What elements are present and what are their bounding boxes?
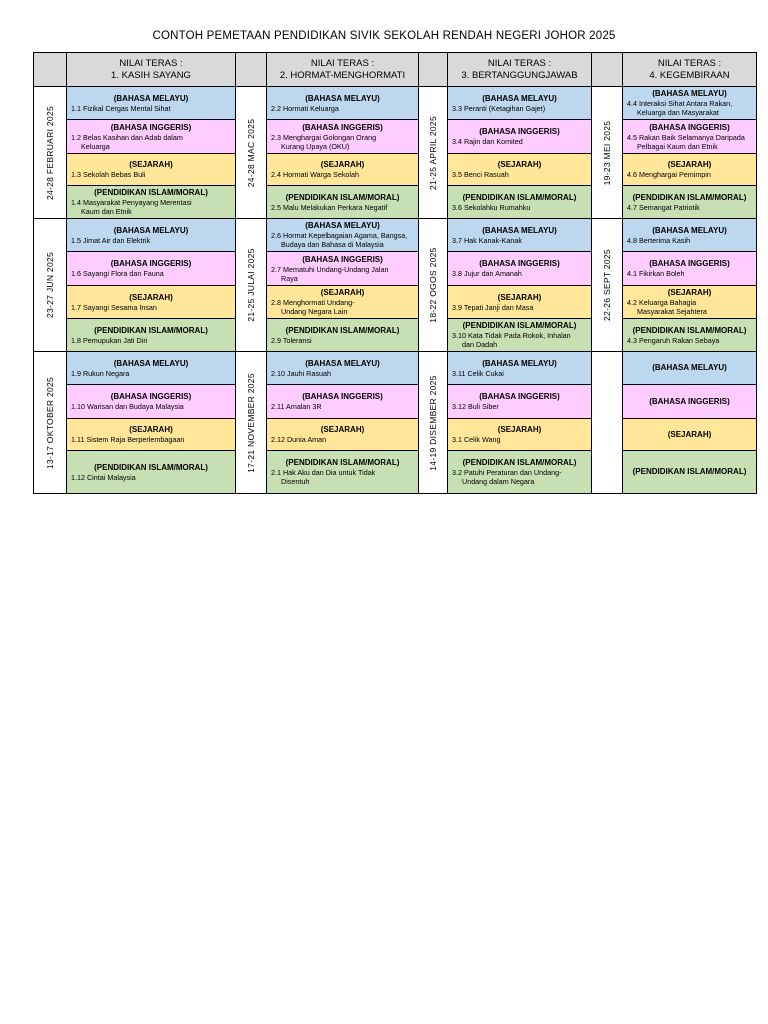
subject-label: (BAHASA INGGERIS) xyxy=(649,122,730,132)
subject-cell-pi xyxy=(447,185,592,219)
topic-item xyxy=(448,236,591,245)
topic-text-continued: Keluarga xyxy=(81,141,110,151)
topic-item xyxy=(623,269,756,278)
topic-text: 3.1 Celik Wang xyxy=(452,435,501,444)
subject-cell-pi xyxy=(66,318,236,352)
column-header-label: NILAI TERAS : xyxy=(487,57,552,69)
topic-item xyxy=(448,303,591,312)
subject-cell-sj xyxy=(266,285,419,319)
topic-text: 3.9 Tepati Janji dan Masa xyxy=(452,302,534,312)
column-header-value: 1. KASIH SAYANG xyxy=(111,69,191,81)
column-header-label: NILAI TERAS : xyxy=(119,57,183,69)
subject-cell-bi xyxy=(622,119,757,154)
subject-cell-bm xyxy=(447,351,592,385)
topic-text: 2.11 Amalan 3R xyxy=(271,402,322,411)
topic-text: 1.7 Sayangi Sesama Insan xyxy=(71,302,157,312)
topic-text: 1.12 Cintai Malaysia xyxy=(71,472,136,482)
subject-label: (BAHASA INGGERIS) xyxy=(110,122,192,132)
subject-label: (SEJARAH) xyxy=(497,292,542,302)
date-cell xyxy=(418,218,448,352)
topic-text: 2.5 Malu Melakukan Perkara Negatif xyxy=(271,202,388,212)
topic-item xyxy=(67,133,235,151)
subject-label: (PENDIDIKAN ISLAM/MORAL) xyxy=(94,325,208,335)
topic-text: 3.11 Celik Cukai xyxy=(452,368,504,378)
topic-text: 1.11 Sistem Raja Berperlembagaan xyxy=(71,435,185,444)
column-header-value: 2. HORMAT-MENGHORMATI xyxy=(279,69,406,81)
topic-text: 3.6 Sekolahku Rumahku xyxy=(452,202,531,212)
column-header xyxy=(447,52,592,87)
topic-item xyxy=(448,137,591,146)
topic-item xyxy=(267,203,418,212)
subject-cell-bi xyxy=(622,384,757,419)
topic-text: 2.12 Dunia Aman xyxy=(271,435,327,444)
topic-item xyxy=(623,133,756,151)
topic-item xyxy=(623,203,756,212)
subject-cell-bi xyxy=(266,251,419,286)
subject-cell-pi xyxy=(266,450,419,494)
column-header-label: NILAI TERAS : xyxy=(310,57,375,69)
subject-label: (PENDIDIKAN ISLAM/MORAL) xyxy=(94,188,208,197)
topic-item xyxy=(623,99,756,117)
subject-cell-pi xyxy=(447,450,592,494)
topic-text: 1.8 Pemupukan Jati Diri xyxy=(71,335,148,345)
subject-cell-sj xyxy=(266,418,419,451)
topic-item xyxy=(67,170,235,179)
topic-text-continued: Masyarakat Sejahtera xyxy=(637,307,707,316)
subject-label: (BAHASA MELAYU) xyxy=(652,225,727,235)
subject-cell-bm xyxy=(622,351,757,385)
topic-item xyxy=(67,198,235,216)
subject-cell-bm xyxy=(66,218,236,252)
date-cell xyxy=(33,218,67,352)
subject-label: (BAHASA MELAYU) xyxy=(482,358,557,368)
topic-text: 4.7 Semangat Patriotik xyxy=(627,202,700,212)
subject-label: (PENDIDIKAN ISLAM/MORAL) xyxy=(632,467,747,476)
subject-cell-pi xyxy=(622,450,757,494)
topic-text: 4.3 Pengaruh Rakan Sebaya xyxy=(627,335,720,345)
header-spacer xyxy=(418,52,448,87)
topic-item xyxy=(267,468,418,486)
subject-label: (BAHASA MELAYU) xyxy=(113,93,189,103)
subject-cell-pi xyxy=(622,318,757,352)
topic-text: 3.10 Kata Tidak Pada Rokok, Inhalan xyxy=(452,331,571,340)
date-cell xyxy=(418,86,448,219)
topic-text: 3.8 Jujur dan Amanah xyxy=(452,269,522,278)
subject-label: (BAHASA MELAYU) xyxy=(652,89,727,98)
subject-cell-bi xyxy=(266,119,419,154)
topic-text: 3.2 Patuhi Peraturan dan Undang- xyxy=(452,468,562,477)
topic-item xyxy=(267,170,418,179)
topic-text-continued: Keluarga dan Masyarakat xyxy=(637,108,719,117)
subject-cell-sj xyxy=(447,418,592,451)
subject-cell-bm xyxy=(66,351,236,385)
topic-text-continued: Budaya dan Bahasa di Malaysia xyxy=(281,240,384,249)
topic-item xyxy=(67,473,235,482)
topic-text-continued: Pelbagai Kaum dan Etnik xyxy=(637,141,718,151)
subject-cell-bm xyxy=(447,86,592,120)
topic-text-continued: Disentuh xyxy=(281,477,310,486)
mapping-table xyxy=(33,52,756,493)
topic-item xyxy=(623,336,756,345)
topic-item xyxy=(267,336,418,345)
subject-label: (BAHASA INGGERIS) xyxy=(479,392,560,401)
subject-label: (SEJARAH) xyxy=(320,160,365,169)
subject-cell-bm xyxy=(622,218,757,252)
subject-label: (SEJARAH) xyxy=(129,425,173,434)
date-range-label: 21-25 JULAI 2025 xyxy=(246,248,256,322)
topic-text-continued: Kurang Upaya (OKU) xyxy=(281,141,350,151)
topic-text: 2.1 Hak Aku dan Dia untuk Tidak xyxy=(271,468,376,477)
date-range-label: 13-17 OKTOBER 2025 xyxy=(45,376,55,469)
topic-item xyxy=(67,336,235,345)
topic-text: 3.5 Benci Rasuah xyxy=(452,170,509,179)
topic-text: 2.7 Mematuhi Undang-Undang Jalan xyxy=(271,264,389,274)
subject-label: (BAHASA INGGERIS) xyxy=(302,392,383,401)
subject-label: (PENDIDIKAN ISLAM/MORAL) xyxy=(285,325,400,335)
subject-cell-pi xyxy=(66,185,236,219)
column-header-label: NILAI TERAS : xyxy=(657,57,722,69)
topic-item xyxy=(448,104,591,113)
topic-text-continued: Raya xyxy=(281,273,298,283)
subject-label: (SEJARAH) xyxy=(320,288,365,297)
subject-cell-pi xyxy=(66,450,236,494)
column-header xyxy=(266,52,419,87)
subject-label: (BAHASA INGGERIS) xyxy=(649,259,730,268)
topic-text: 4.8 Berterima Kasih xyxy=(627,235,691,245)
topic-item xyxy=(448,369,591,378)
subject-cell-sj xyxy=(622,418,757,451)
topic-item xyxy=(448,203,591,212)
subject-cell-sj xyxy=(447,153,592,186)
topic-text: 4.1 Fikirkan Boleh xyxy=(627,269,685,278)
topic-text: 4.5 Rakan Baik Selamanya Daripada xyxy=(627,132,745,142)
subject-label: (SEJARAH) xyxy=(667,429,712,439)
subject-label: (PENDIDIKAN ISLAM/MORAL) xyxy=(285,192,400,202)
header-spacer xyxy=(33,52,67,87)
subject-label: (SEJARAH) xyxy=(129,160,173,169)
subject-label: (BAHASA INGGERIS) xyxy=(479,259,560,268)
topic-item xyxy=(448,170,591,179)
topic-item xyxy=(67,303,235,312)
subject-cell-sj xyxy=(447,285,592,319)
subject-cell-sj xyxy=(622,153,757,186)
subject-label: (BAHASA MELAYU) xyxy=(652,363,727,372)
subject-label: (BAHASA MELAYU) xyxy=(305,358,380,368)
subject-label: (SEJARAH) xyxy=(667,160,712,169)
topic-text: 4.6 Menghargai Pemimpin xyxy=(627,170,711,179)
subject-cell-bi xyxy=(447,384,592,419)
topic-text: 1.6 Sayangi Flora dan Fauna xyxy=(71,269,164,278)
topic-item xyxy=(267,265,418,283)
topic-text: 1.3 Sekolah Bebas Buli xyxy=(71,170,146,179)
topic-item xyxy=(267,231,418,249)
topic-item xyxy=(623,298,756,316)
date-cell xyxy=(591,218,623,352)
subject-label: (SEJARAH) xyxy=(667,288,712,297)
date-cell xyxy=(33,351,67,494)
topic-text: 2.6 Hormat Kepelbagaian Agama, Bangsa, xyxy=(271,231,408,240)
subject-label: (BAHASA INGGERIS) xyxy=(649,396,730,406)
date-range-label: 17-21 NOVEMBER 2025 xyxy=(246,372,256,473)
topic-text: 2.8 Menghormati Undang- xyxy=(271,298,355,307)
topic-text-continued: dan Dadah xyxy=(462,340,498,349)
subject-label: (PENDIDIKAN ISLAM/MORAL) xyxy=(462,321,577,330)
topic-item xyxy=(67,402,235,411)
topic-text: 1.1 Fizikal Cergas Mental Sihat xyxy=(71,103,171,113)
date-range-label: 22-26 SEPT 2025 xyxy=(602,249,612,321)
subject-cell-sj xyxy=(266,153,419,186)
subject-label: (BAHASA MELAYU) xyxy=(305,93,380,103)
subject-cell-pi xyxy=(266,185,419,219)
topic-item xyxy=(267,435,418,444)
subject-label: (BAHASA INGGERIS) xyxy=(479,127,560,136)
column-header xyxy=(622,52,757,87)
document-title: CONTOH PEMETAAN PENDIDIKAN SIVIK SEKOLAH RENDAH NEGERI JOHOR 2025 xyxy=(152,30,616,42)
topic-text: 3.12 Buli Siber xyxy=(452,402,499,411)
topic-text: 3.4 Rajin dan Komited xyxy=(452,137,523,146)
topic-item xyxy=(67,104,235,113)
header-spacer xyxy=(591,52,623,87)
topic-item xyxy=(67,369,235,378)
date-cell xyxy=(235,86,267,219)
topic-text: 3.3 Peranti (Ketagihan Gajet) xyxy=(452,103,546,113)
subject-cell-sj xyxy=(66,285,236,319)
subject-label: (PENDIDIKAN ISLAM/MORAL) xyxy=(94,462,208,472)
subject-label: (BAHASA MELAYU) xyxy=(113,358,189,368)
subject-label: (SEJARAH) xyxy=(320,425,365,434)
date-cell xyxy=(235,351,267,494)
subject-cell-sj xyxy=(66,418,236,451)
subject-label: (BAHASA INGGERIS) xyxy=(110,259,192,268)
date-range-label: 21-25 APRIL 2025 xyxy=(428,115,438,190)
topic-item xyxy=(623,236,756,245)
subject-cell-bm xyxy=(266,218,419,252)
subject-cell-sj xyxy=(622,285,757,319)
date-cell xyxy=(591,86,623,219)
topic-item xyxy=(448,468,591,486)
date-range-label: 18-22 OGOS 2025 xyxy=(428,247,438,323)
date-range-label: 14-19 DISEMBER 2025 xyxy=(428,374,438,471)
subject-cell-pi xyxy=(622,185,757,219)
subject-cell-bm xyxy=(622,86,757,120)
column-header-value: 3. BERTANGGUNGJAWAB xyxy=(461,69,578,81)
subject-cell-pi xyxy=(447,318,592,352)
subject-cell-bm xyxy=(266,86,419,120)
topic-item xyxy=(267,133,418,151)
topic-item xyxy=(267,298,418,316)
subject-cell-pi xyxy=(266,318,419,352)
topic-item xyxy=(448,435,591,444)
topic-item xyxy=(448,269,591,278)
subject-label: (PENDIDIKAN ISLAM/MORAL) xyxy=(632,192,747,202)
topic-text: 1.5 Jimat Air dan Elektrik xyxy=(71,235,151,245)
subject-cell-bi xyxy=(447,251,592,286)
topic-text-continued: Undang dalam Negara xyxy=(462,477,535,486)
subject-cell-bm xyxy=(66,86,236,120)
topic-item xyxy=(448,331,591,349)
date-range-label: 24-28 FEBRUARI 2025 xyxy=(45,105,55,200)
subject-label: (BAHASA MELAYU) xyxy=(305,221,380,230)
subject-label: (PENDIDIKAN ISLAM/MORAL) xyxy=(462,458,577,467)
date-cell xyxy=(418,351,448,494)
date-range-label: 23-27 JUN 2025 xyxy=(45,251,55,319)
header-spacer xyxy=(235,52,267,87)
subject-cell-bi xyxy=(66,251,236,286)
topic-text: 3.7 Hak Kanak-Kanak xyxy=(452,235,522,245)
topic-text: 2.3 Menghargai Golongan Orang xyxy=(271,132,377,142)
subject-cell-bi xyxy=(622,251,757,286)
topic-text: 2.10 Jauhi Rasuah xyxy=(271,368,331,378)
topic-text-continued: Kaum dan Etnik xyxy=(81,207,132,216)
topic-item xyxy=(448,402,591,411)
date-cell xyxy=(33,86,67,219)
topic-text-continued: Undang Negara Lain xyxy=(281,307,348,316)
topic-text: 1.9 Rukun Negara xyxy=(71,368,130,378)
subject-label: (SEJARAH) xyxy=(497,425,542,434)
subject-label: (BAHASA MELAYU) xyxy=(482,225,557,235)
date-range-label: 19-23 MEI 2025 xyxy=(602,120,612,185)
topic-item xyxy=(267,369,418,378)
date-cell xyxy=(235,218,267,352)
topic-item xyxy=(267,402,418,411)
topic-text: 1.2 Belas Kasihan dan Adab dalam xyxy=(71,132,183,142)
subject-label: (BAHASA MELAYU) xyxy=(482,93,557,103)
date-cell xyxy=(591,351,623,494)
column-header-value: 4. KEGEMBIRAAN xyxy=(649,69,730,81)
topic-text: 1.10 Warisan dan Budaya Malaysia xyxy=(71,402,184,411)
subject-cell-bi xyxy=(447,119,592,154)
date-range-label: 24-28 MAC 2025 xyxy=(246,118,256,187)
subject-cell-bm xyxy=(266,351,419,385)
subject-label: (BAHASA INGGERIS) xyxy=(110,392,192,401)
subject-label: (BAHASA INGGERIS) xyxy=(302,254,383,264)
topic-item xyxy=(67,236,235,245)
topic-text: 4.4 Interaksi Sihat Antara Rakan, xyxy=(627,99,733,108)
subject-cell-sj xyxy=(66,153,236,186)
subject-label: (SEJARAH) xyxy=(129,292,173,302)
topic-text: 2.9 Toleransi xyxy=(271,335,312,345)
topic-text: 2.4 Hormati Warga Sekolah xyxy=(271,170,360,179)
subject-label: (PENDIDIKAN ISLAM/MORAL) xyxy=(632,325,747,335)
topic-item xyxy=(67,435,235,444)
topic-text: 4.2 Keluarga Bahagia xyxy=(627,298,697,307)
subject-label: (BAHASA MELAYU) xyxy=(113,225,189,235)
subject-cell-bi xyxy=(66,119,236,154)
topic-text: 2.2 Hormati Keluarga xyxy=(271,103,339,113)
column-header xyxy=(66,52,236,87)
subject-cell-bi xyxy=(66,384,236,419)
subject-cell-bm xyxy=(447,218,592,252)
topic-item xyxy=(623,170,756,179)
subject-label: (BAHASA INGGERIS) xyxy=(302,122,383,132)
subject-cell-bi xyxy=(266,384,419,419)
topic-item xyxy=(267,104,418,113)
topic-item xyxy=(67,269,235,278)
subject-label: (PENDIDIKAN ISLAM/MORAL) xyxy=(462,192,577,202)
subject-label: (PENDIDIKAN ISLAM/MORAL) xyxy=(285,458,400,467)
topic-text: 1.4 Masyarakat Penyayang Merentasi xyxy=(71,198,192,207)
subject-label: (SEJARAH) xyxy=(497,160,542,169)
